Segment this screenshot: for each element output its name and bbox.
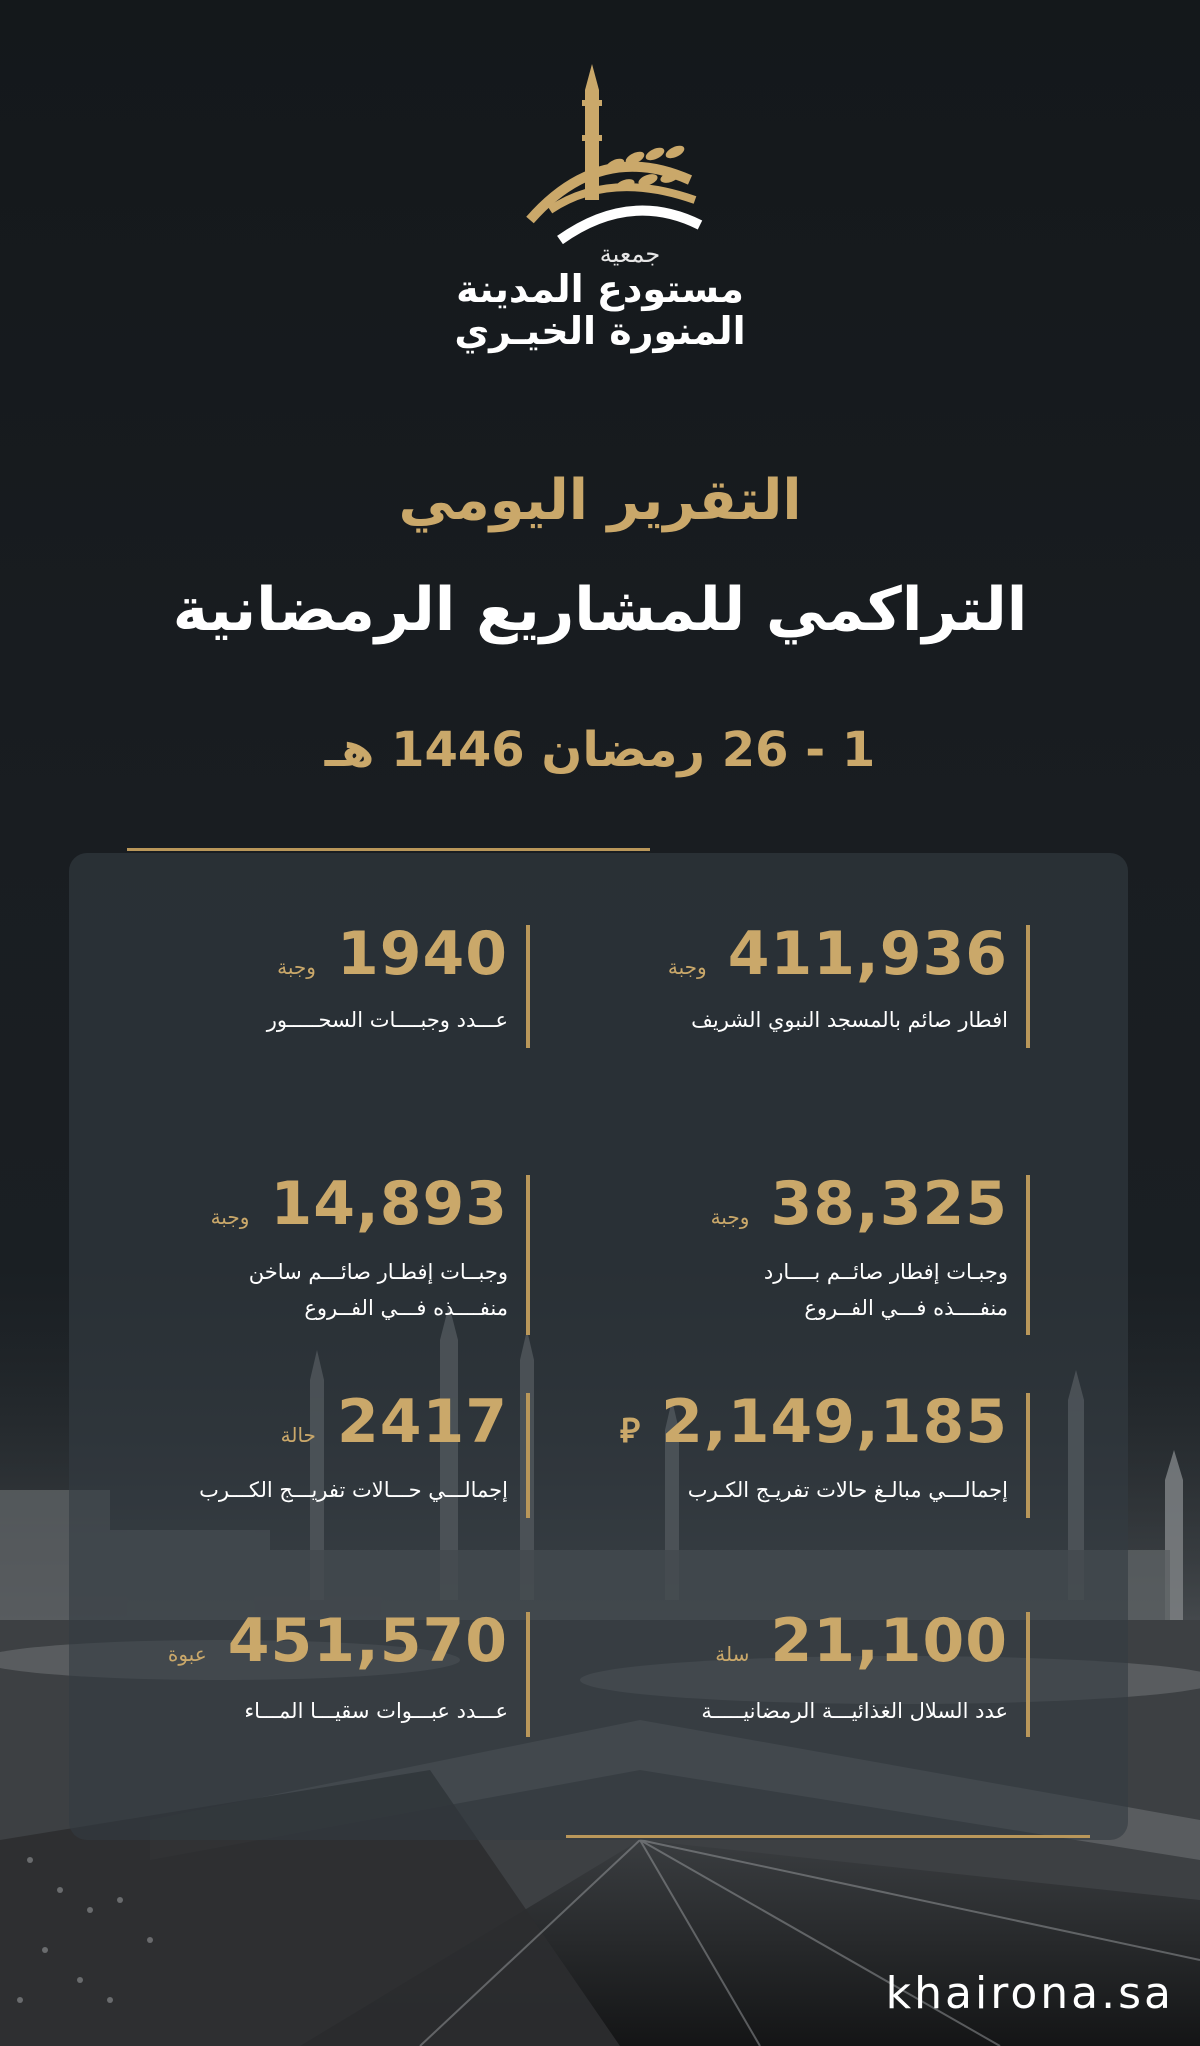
- stat-label: إجمالـــي حـــالات تفريـــج الكـــرب: [199, 1478, 508, 1502]
- website-url: khairona.sa: [885, 1968, 1174, 2019]
- logo-line-1: جمعية: [599, 240, 661, 268]
- stat-value: 2417: [337, 1387, 508, 1457]
- stat-label-line2: منفــــذه فـــي الفــروع: [804, 1296, 1008, 1320]
- logo-line-2: مستودع المدينة: [456, 267, 744, 311]
- logo-text: [430, 240, 770, 352]
- stat-accent-bar: [526, 1175, 530, 1335]
- stat-card-relief-amounts: [560, 1387, 1030, 1518]
- date-range: 1 - 26 رمضان 1446 هـ: [324, 722, 876, 778]
- report-title: التقرير اليومي: [398, 468, 802, 533]
- stat-card-suhoor-meals: [130, 919, 530, 1048]
- stat-accent-bar: [1026, 925, 1030, 1048]
- stat-card-relief-cases: [130, 1387, 530, 1518]
- stat-value: 2,149,185: [661, 1387, 1008, 1457]
- divider-bottom: [566, 1835, 1090, 1838]
- stat-unit: عبوة: [167, 1642, 207, 1666]
- stat-accent-bar: [1026, 1612, 1030, 1737]
- stat-accent-bar: [1026, 1393, 1030, 1518]
- stat-label: وجبـات إفطار صائــم بــــارد: [763, 1260, 1008, 1284]
- stat-unit: حالة: [280, 1423, 316, 1447]
- organization-logo: [430, 60, 770, 370]
- stat-label: وجبــات إفطـار صائـــم ساخن: [248, 1260, 508, 1284]
- stat-label: عدد السلال الغذائيـــة الرمضانيـــــة: [701, 1699, 1008, 1723]
- stat-unit: وجبة: [210, 1205, 250, 1229]
- stat-accent-bar: [526, 1393, 530, 1518]
- stat-unit: سلة: [715, 1642, 750, 1666]
- stat-label: إجمالـــي مبالـغ حالات تفريـج الكـرب: [687, 1478, 1008, 1502]
- stat-unit: وجبة: [667, 955, 707, 979]
- divider-top: [127, 848, 650, 851]
- stat-unit: وجبة: [710, 1205, 750, 1229]
- report-subtitle: التراكمي للمشاريع الرمضانية: [172, 575, 1028, 645]
- stat-unit: وجبة: [277, 955, 316, 979]
- stat-card-iftar-prophet-mosque: [560, 919, 1030, 1048]
- stat-value: 14,893: [270, 1169, 508, 1239]
- stat-value: 1940: [337, 919, 508, 989]
- stat-accent-bar: [1026, 1175, 1030, 1335]
- stat-label: افطار صائم بالمسجد النبوي الشريف: [691, 1008, 1008, 1032]
- stat-label: عـــدد وجبــــات السحـــــور: [266, 1008, 508, 1032]
- logo-line-3: المنورة الخيـري: [454, 309, 746, 353]
- minaret-wheat-logo-icon: [490, 60, 710, 260]
- stat-card-cold-iftar-meals: [560, 1169, 1030, 1335]
- stat-value: 411,936: [727, 919, 1008, 989]
- stat-card-food-baskets: [560, 1606, 1030, 1737]
- stat-value: 451,570: [227, 1606, 508, 1676]
- stat-card-water-bottles: [130, 1606, 530, 1737]
- riyal-currency-icon: ⃁: [619, 1411, 641, 1451]
- stat-label: عـــدد عبـــوات سقيـــا المـــاء: [244, 1699, 508, 1723]
- stat-label-line2: منفــــذه فـــي الفــروع: [304, 1296, 508, 1320]
- stat-value: 21,100: [770, 1606, 1008, 1676]
- stat-card-hot-iftar-meals: [130, 1169, 530, 1335]
- stat-value: 38,325: [770, 1169, 1008, 1239]
- stat-accent-bar: [526, 925, 530, 1048]
- stat-accent-bar: [526, 1612, 530, 1737]
